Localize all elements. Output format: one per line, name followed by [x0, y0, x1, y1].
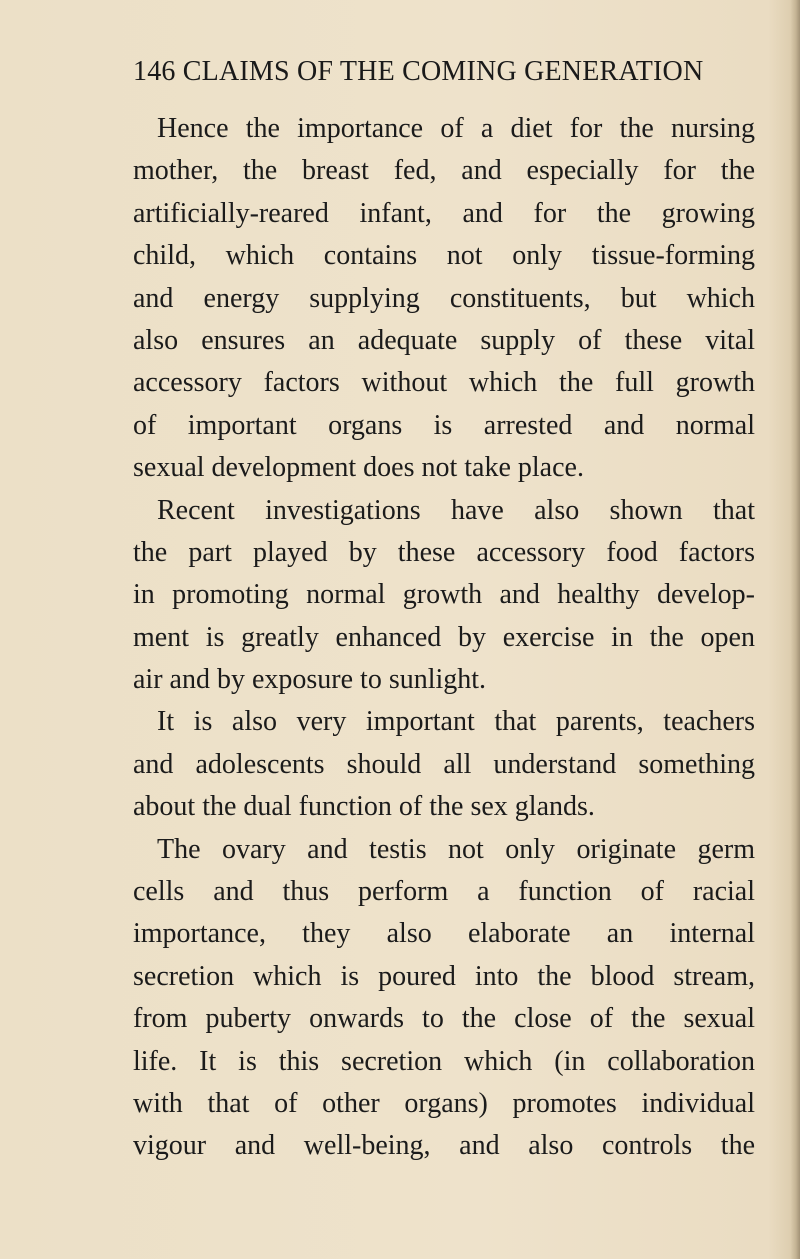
text-line: Recent investigations have also shown that [157, 494, 755, 526]
text-line: of important organs is arrested and normal [133, 409, 755, 441]
text-line: air and by exposure to sunlight. [133, 664, 487, 696]
text-line: It is also very important that parents, teachers [157, 706, 755, 738]
running-head: 146 CLAIMS OF THE COMING GENERATION [133, 56, 704, 87]
text-line: secretion which is poured into the blood stream, [133, 960, 755, 992]
text-line: with that of other organs) promotes individual [133, 1087, 755, 1119]
text-line: vigour and well-being, and also controls the [133, 1130, 755, 1162]
text-line: and adolescents should all understand something [133, 748, 755, 780]
text-line: and energy supplying constituents, but which [133, 282, 755, 314]
text-line: from puberty onwards to the close of the sexual [133, 1003, 755, 1035]
text-line: cells and thus perform a function of racial [133, 876, 755, 908]
text-line: artificially-reared infant, and for the growing [133, 197, 755, 229]
text-line: mother, the breast fed, and especially for the [133, 155, 755, 187]
text-line: in promoting normal growth and healthy develop- [133, 579, 755, 611]
text-line: The ovary and testis not only originate germ [157, 833, 755, 865]
text-line: Hence the importance of a diet for the nursing [157, 113, 755, 144]
text-line: ment is greatly enhanced by exercise in the open [133, 621, 755, 653]
text-line: also ensures an adequate supply of these vital [133, 324, 755, 356]
text-line: about the dual function of the sex glands. [133, 791, 595, 823]
text-line: sexual development does not take place. [133, 452, 584, 484]
text-line: life. It is this secretion which (in collaboration [133, 1045, 755, 1077]
page-edge-shadow [790, 0, 800, 1259]
text-line: accessory factors without which the full growth [133, 367, 755, 399]
text-line: the part played by these accessory food factors [133, 536, 755, 568]
body-text [133, 108, 755, 1168]
text-line: child, which contains not only tissue-forming [133, 240, 755, 272]
text-line: importance, they also elaborate an internal [133, 918, 755, 950]
